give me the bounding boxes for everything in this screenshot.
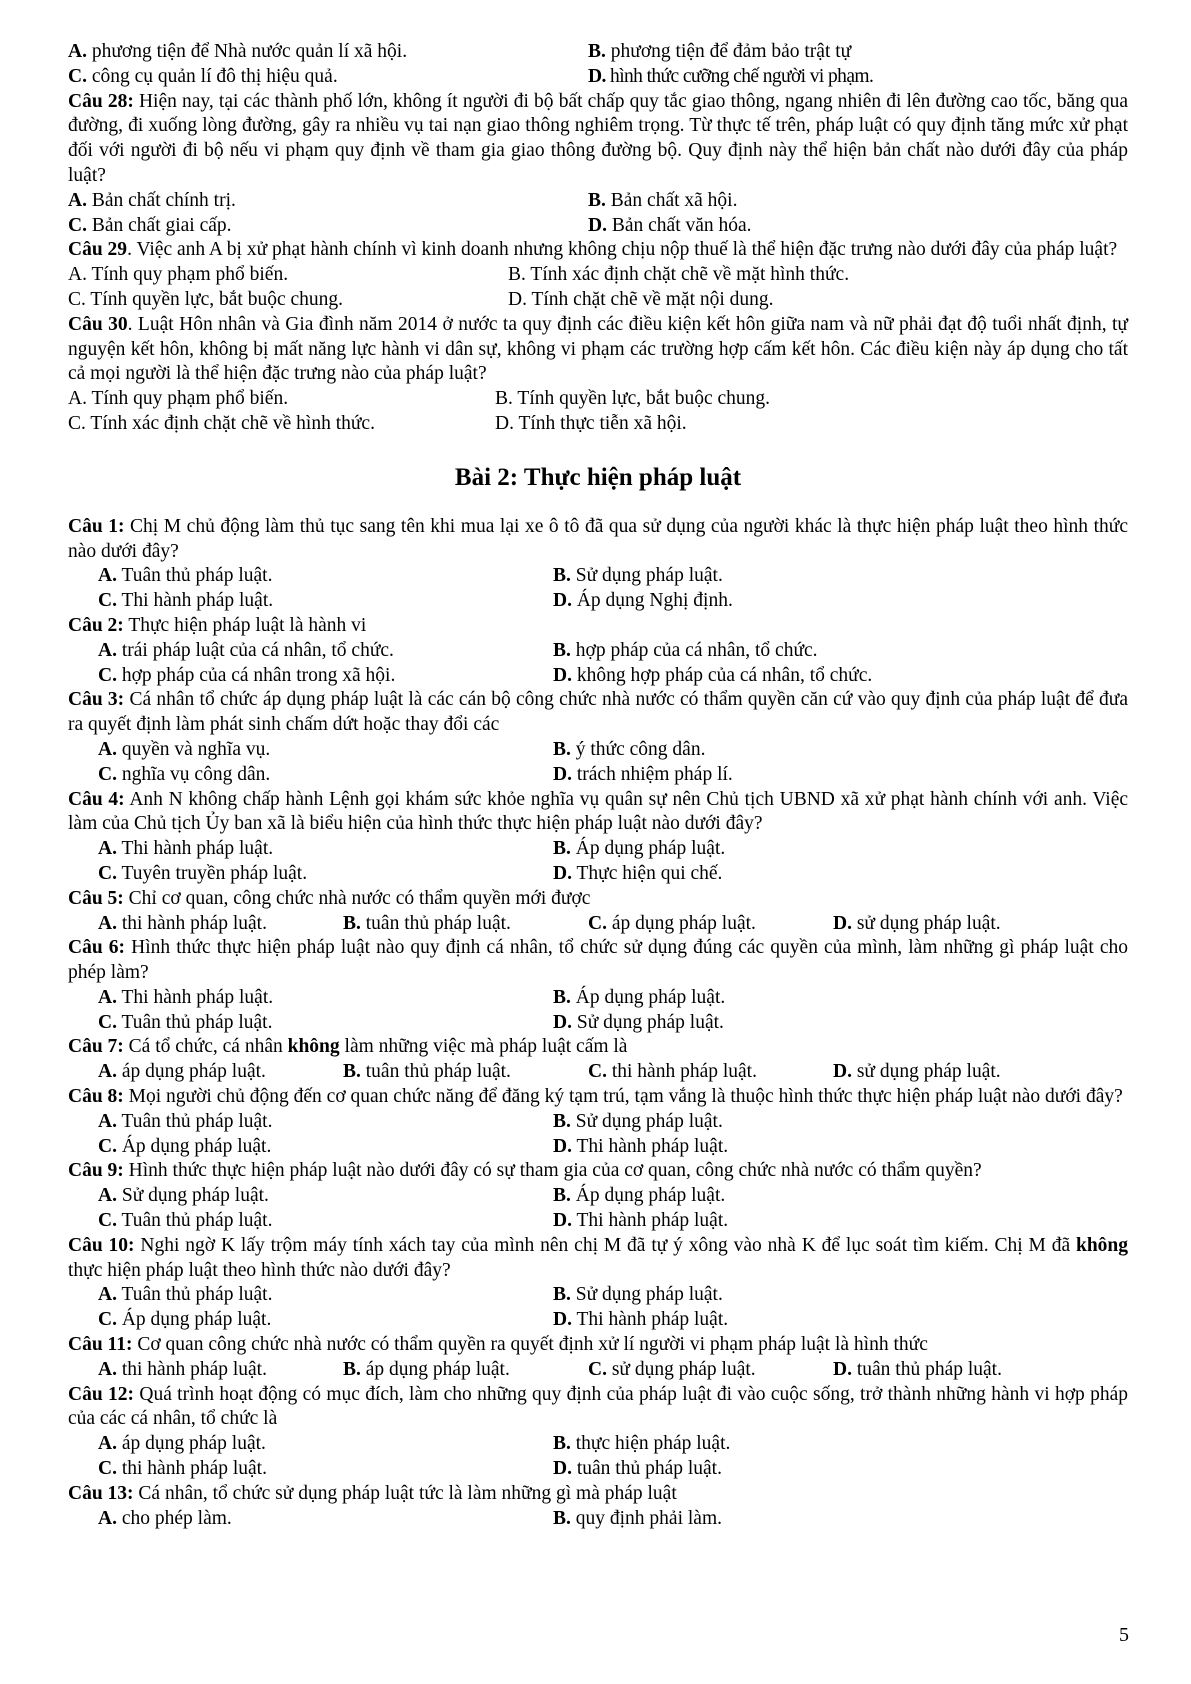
- option-b: B. Tính quyền lực, bắt buộc chung.: [495, 388, 771, 410]
- option-d: D. không hợp pháp của cá nhân, tổ chức.: [553, 664, 873, 686]
- option-row: [68, 986, 1128, 1011]
- question-6: Câu 6: Hình thức thực hiện pháp luật nào quy định cá nhân, tổ chức sử dụng đúng các quyền của mình, làm những gì pháp luật cho phép làm?: [68, 937, 1128, 984]
- option-row: [68, 763, 1128, 788]
- option-a: A. Tuân thủ pháp luật.: [98, 1110, 273, 1132]
- question-28: Câu 28: Hiện nay, tại các thành phố lớn, không ít người đi bộ bất chấp quy tắc giao thông, ngang nhiên đi lên đường cao tốc, băng qua đường, đi xuống lòng đường, gây ra nhiều vụ tai nạn giao thông nghiêm trọng. Từ thực tế trên, pháp luật có quy định tăng mức xử phạt đối với người đi bộ nếu vi phạm quy định về tham gia giao thông đường bộ. Quy định này thể hiện bản chất nào dưới đây của pháp luật?: [68, 90, 1129, 186]
- option-c: C. công cụ quản lí đô thị hiệu quả.: [68, 65, 338, 87]
- option-a: A. cho phép làm.: [98, 1507, 232, 1529]
- option-b: B. Tính xác định chặt chẽ về mặt hình thức.: [508, 264, 850, 286]
- option-row: [68, 1110, 1128, 1135]
- option-a: A. Tuân thủ pháp luật.: [98, 565, 273, 587]
- option-a: A. thi hành pháp luật.: [98, 1358, 267, 1380]
- option-row: [68, 214, 1128, 239]
- option-c: C. Tuyên truyền pháp luật.: [98, 862, 308, 884]
- option-d: D. Thi hành pháp luật.: [553, 1210, 729, 1232]
- option-row: [68, 738, 1128, 763]
- option-a: A. quyền và nghĩa vụ.: [98, 738, 271, 760]
- question-13: Câu 13: Cá nhân, tổ chức sử dụng pháp luật tức là làm những gì mà pháp luật: [68, 1482, 677, 1504]
- option-row: [68, 288, 1128, 313]
- option-c: C. Áp dụng pháp luật.: [98, 1135, 272, 1157]
- option-b: B. Sử dụng pháp luật.: [553, 1110, 723, 1132]
- option-a: A. Sử dụng pháp luật.: [98, 1185, 269, 1207]
- question-29: Câu 29. Việc anh A bị xử phạt hành chính vì kinh doanh nhưng không chịu nộp thuế là thể hiện đặc trưng nào dưới đây của pháp luật?: [68, 239, 1118, 261]
- question-30: Câu 30. Luật Hôn nhân và Gia đình năm 2014 ở nước ta quy định các điều kiện kết hôn giữa nam và nữ phải đạt độ tuổi nhất định, tự nguyện kết hôn, không bị mất năng lực hành vi dân sự, không vi phạm các trường hợp cấm kết hôn. Các điều kiện này áp dụng cho tất cả mọi người là thể hiện đặc trưng nào của pháp luật?: [68, 313, 1128, 385]
- option-c: C. Thi hành pháp luật.: [98, 590, 274, 612]
- option-d: D. Thi hành pháp luật.: [553, 1135, 729, 1157]
- option-row: [68, 639, 1128, 664]
- option-row: [68, 1011, 1128, 1036]
- option-d: D. sử dụng pháp luật.: [833, 912, 1001, 934]
- option-c: C. sử dụng pháp luật.: [588, 1358, 756, 1380]
- option-row: [68, 40, 1128, 65]
- option-b: B. quy định phải làm.: [553, 1507, 722, 1529]
- option-d: D. hình thức cưỡng chế người vi phạm.: [588, 65, 874, 87]
- option-c: C. thi hành pháp luật.: [98, 1458, 267, 1480]
- option-row: [68, 664, 1128, 689]
- option-c: C. nghĩa vụ công dân.: [98, 763, 271, 785]
- option-c: C. Tuân thủ pháp luật.: [98, 1210, 273, 1232]
- option-b: B. Áp dụng pháp luật.: [553, 838, 726, 860]
- option-row: [68, 589, 1128, 614]
- option-a: A. Bản chất chính trị.: [68, 189, 236, 211]
- option-row: [68, 65, 1128, 90]
- option-c: C. áp dụng pháp luật.: [588, 912, 756, 934]
- option-row: [68, 1135, 1128, 1160]
- option-a: A. Tính quy phạm phổ biến.: [68, 264, 289, 286]
- option-d: D. Sử dụng pháp luật.: [553, 1011, 724, 1033]
- option-d: D. sử dụng pháp luật.: [833, 1061, 1001, 1083]
- option-row: [68, 862, 1128, 887]
- option-a: A. Tuân thủ pháp luật.: [98, 1284, 273, 1306]
- option-d: D. Tính thực tiễn xã hội.: [495, 412, 687, 434]
- option-d: D. Bản chất văn hóa.: [588, 214, 752, 236]
- option-row: [68, 263, 1128, 288]
- option-row: [68, 412, 1128, 437]
- option-row: [68, 1432, 1128, 1457]
- option-row: [68, 564, 1128, 589]
- option-row: [68, 1358, 1128, 1383]
- option-row: [68, 1308, 1128, 1333]
- option-c: C. Tính quyền lực, bắt buộc chung.: [68, 288, 344, 310]
- option-row: [68, 1283, 1128, 1308]
- question-11: Câu 11: Cơ quan công chức nhà nước có thẩm quyền ra quyết định xử lí người vi phạm pháp luật là hình thức: [68, 1334, 928, 1356]
- question-9: Câu 9: Hình thức thực hiện pháp luật nào dưới đây có sự tham gia của cơ quan, công chức nhà nước có thẩm quyền?: [68, 1160, 982, 1182]
- question-5: Câu 5: Chỉ cơ quan, công chức nhà nước có thẩm quyền mới được: [68, 887, 591, 909]
- option-a: A. phương tiện để Nhà nước quản lí xã hội.: [68, 41, 408, 62]
- option-b: B. thực hiện pháp luật.: [553, 1433, 731, 1455]
- option-row: [68, 1507, 1128, 1532]
- option-a: A. trái pháp luật của cá nhân, tổ chức.: [98, 639, 394, 661]
- question-8: Câu 8: Mọi người chủ động đến cơ quan chức năng để đăng ký tạm trú, tạm vắng là thuộc hình thức thực hiện pháp luật nào dưới đây?: [68, 1086, 1123, 1108]
- option-b: B. phương tiện để đảm bảo trật tự: [588, 41, 852, 62]
- option-c: C. Áp dụng pháp luật.: [98, 1309, 272, 1331]
- option-b: B. Áp dụng pháp luật.: [553, 1185, 726, 1207]
- option-row: [68, 912, 1128, 937]
- option-a: A. áp dụng pháp luật.: [98, 1061, 266, 1083]
- option-a: A. Thi hành pháp luật.: [98, 986, 274, 1008]
- option-row: [68, 387, 1128, 412]
- option-c: C. thi hành pháp luật.: [588, 1061, 757, 1083]
- question-2: Câu 2: Thực hiện pháp luật là hành vi: [68, 614, 367, 636]
- option-d: D. Thực hiện qui chế.: [553, 862, 723, 884]
- option-c: C. hợp pháp của cá nhân trong xã hội.: [98, 664, 396, 686]
- option-b: B. Bản chất xã hội.: [588, 189, 738, 211]
- option-row: [68, 1184, 1128, 1209]
- option-b: B. hợp pháp của cá nhân, tổ chức.: [553, 639, 818, 661]
- document-page: [68, 40, 1128, 1531]
- option-b: B. tuân thủ pháp luật.: [343, 912, 511, 934]
- option-d: D. Tính chặt chẽ về mặt nội dung.: [508, 288, 774, 310]
- question-4: Câu 4: Anh N không chấp hành Lệnh gọi khám sức khỏe nghĩa vụ quân sự nên Chủ tịch UBND xã xử phạt hành chính với anh. Việc làm của Chủ tịch Ủy ban xã là biểu hiện của hình thức thực hiện pháp luật nào dưới đây?: [68, 788, 1128, 835]
- option-b: B. ý thức công dân.: [553, 738, 706, 760]
- option-d: D. Thi hành pháp luật.: [553, 1309, 729, 1331]
- question-7: Câu 7: Cá tổ chức, cá nhân không làm những việc mà pháp luật cấm là: [68, 1036, 628, 1058]
- question-1: Câu 1: Chị M chủ động làm thủ tục sang tên khi mua lại xe ô tô đã qua sử dụng của người khác là thực hiện pháp luật theo hình thức nào dưới đây?: [68, 515, 1128, 562]
- page-number: 5: [1119, 1624, 1129, 1646]
- section-title: Bài 2: Thực hiện pháp luật: [454, 463, 742, 491]
- option-row: [68, 837, 1128, 862]
- question-10: Câu 10: Nghi ngờ K lấy trộm máy tính xách tay của mình nên chị M đã tự ý xông vào nhà K để lục soát tìm kiếm. Chị M đã không thực hiện pháp luật theo hình thức nào dưới đây?: [68, 1234, 1129, 1281]
- option-row: [68, 189, 1128, 214]
- question-12: Câu 12: Quá trình hoạt động có mục đích, làm cho những quy định của pháp luật đi vào cuộc sống, trở thành những hành vi hợp pháp của các cá nhân, tổ chức là: [68, 1383, 1129, 1430]
- option-a: A. Tính quy phạm phổ biến.: [68, 388, 289, 410]
- option-a: A. áp dụng pháp luật.: [98, 1433, 266, 1455]
- option-a: A. thi hành pháp luật.: [98, 912, 267, 934]
- option-b: B. Áp dụng pháp luật.: [553, 986, 726, 1008]
- option-c: C. Bản chất giai cấp.: [68, 214, 232, 236]
- option-d: D. Áp dụng Nghị định.: [553, 590, 733, 612]
- option-b: B. tuân thủ pháp luật.: [343, 1061, 511, 1083]
- option-c: C. Tuân thủ pháp luật.: [98, 1011, 273, 1033]
- option-b: B. Sử dụng pháp luật.: [553, 1284, 723, 1306]
- option-b: B. Sử dụng pháp luật.: [553, 565, 723, 587]
- option-row: [68, 1060, 1128, 1085]
- option-row: [68, 1209, 1128, 1234]
- option-d: D. trách nhiệm pháp lí.: [553, 763, 733, 785]
- option-row: [68, 1457, 1128, 1482]
- option-b: B. áp dụng pháp luật.: [343, 1358, 510, 1380]
- question-3: Câu 3: Cá nhân tổ chức áp dụng pháp luật là các cán bộ công chức nhà nước có thẩm quyền căn cứ vào quy định của pháp luật để đưa ra quyết định làm phát sinh chấm dứt hoặc thay đổi các: [68, 689, 1129, 736]
- option-a: A. Thi hành pháp luật.: [98, 838, 274, 860]
- option-d: D. tuân thủ pháp luật.: [833, 1358, 1002, 1380]
- option-d: D. tuân thủ pháp luật.: [553, 1458, 722, 1480]
- option-c: C. Tính xác định chặt chẽ về hình thức.: [68, 412, 375, 434]
